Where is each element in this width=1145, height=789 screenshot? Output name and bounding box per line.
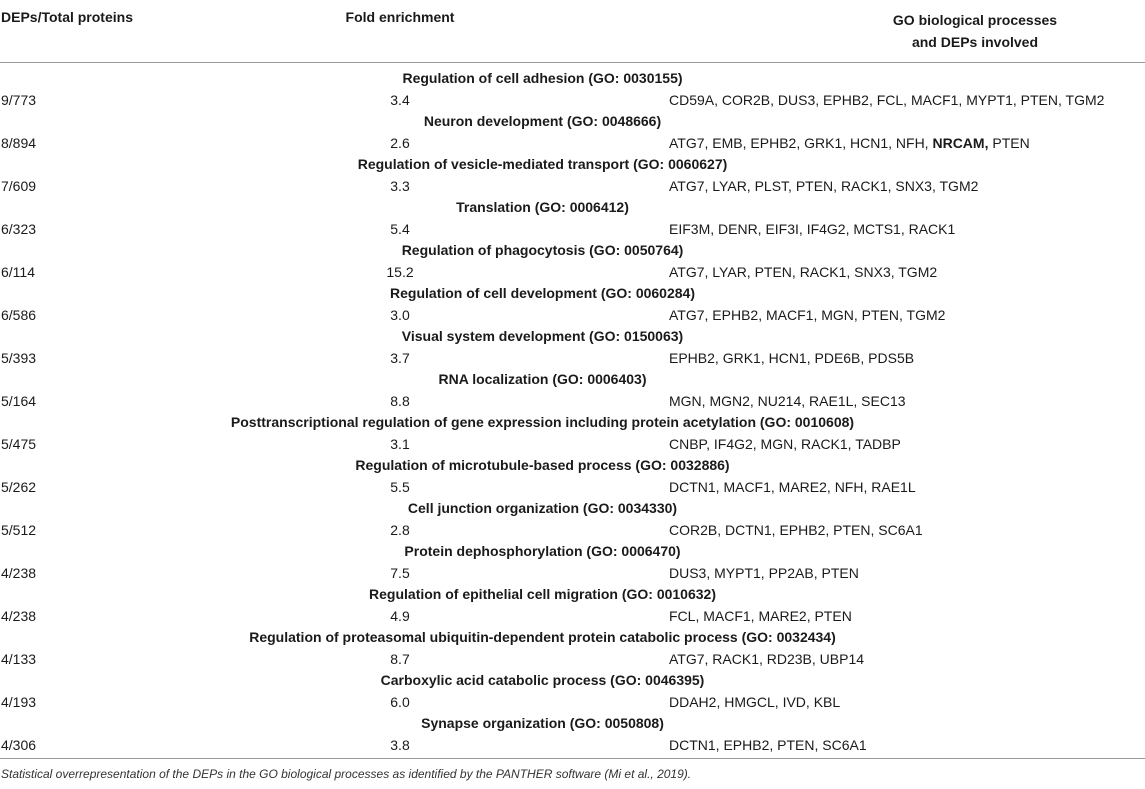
go-process-group [0, 369, 1145, 412]
fold-enrichment-cell: 3.1 [390, 435, 410, 452]
fold-enrichment-cell: 2.6 [390, 134, 410, 151]
fold-enrichment-cell: 3.3 [390, 177, 410, 194]
go-process-group [0, 498, 1145, 541]
header-go-processes [835, 9, 1115, 53]
table-row [0, 133, 1145, 155]
go-process-title-row [0, 541, 1145, 563]
table-row [0, 477, 1145, 499]
proteins-cell [669, 434, 901, 456]
go-process-title: Neuron development (GO: 0048666) [423, 113, 662, 129]
go-process-title-row [0, 240, 1145, 262]
table-row [0, 434, 1145, 456]
table-row [0, 348, 1145, 370]
go-process-title-row [0, 412, 1145, 434]
go-process-group [0, 240, 1145, 283]
deps-total-cell: 4/238 [1, 564, 37, 581]
fold-enrichment-cell: 6.0 [390, 693, 410, 710]
proteins-cell [669, 692, 840, 714]
go-process-group [0, 68, 1145, 111]
deps-total-cell: 8/894 [1, 134, 37, 151]
go-process-group [0, 412, 1145, 455]
table-row [0, 219, 1145, 241]
header-deps-total: DEPs/Total proteins [1, 9, 133, 25]
go-process-title-row [0, 455, 1145, 477]
protein-list: DCTN1, EPHB2, PTEN, SC6A1 [669, 736, 867, 753]
table-body [0, 68, 1145, 756]
deps-total-cell: 4/306 [1, 736, 37, 753]
go-process-title-row [0, 584, 1145, 606]
table-bottom-rule [0, 758, 1145, 759]
table-row [0, 692, 1145, 714]
protein-list: CD59A, COR2B, DUS3, EPHB2, FCL, MACF1, MYPT1, PTEN, TGM2 [669, 91, 1105, 108]
go-process-title: Regulation of cell adhesion (GO: 0030155) [402, 70, 683, 86]
go-process-title: Visual system development (GO: 0150063) [401, 328, 684, 344]
go-process-title-row [0, 498, 1145, 520]
fold-enrichment-cell: 8.7 [390, 650, 410, 667]
fold-enrichment-cell: 3.4 [390, 91, 410, 108]
deps-total-cell: 6/114 [1, 263, 35, 280]
highlighted-protein: NRCAM, [932, 134, 989, 151]
go-process-title: Protein dephosphorylation (GO: 0006470) [404, 543, 681, 559]
deps-total-cell: 6/323 [1, 220, 37, 237]
protein-list: ATG7, EPHB2, MACF1, MGN, PTEN, TGM2 [669, 306, 946, 323]
go-process-title-row [0, 670, 1145, 692]
proteins-cell [669, 90, 1104, 112]
go-process-group [0, 584, 1145, 627]
go-process-group [0, 455, 1145, 498]
deps-total-cell: 5/393 [1, 349, 37, 366]
protein-list: ATG7, LYAR, PTEN, RACK1, SNX3, TGM2 [669, 263, 938, 280]
deps-total-cell: 4/133 [1, 650, 37, 667]
go-process-title-row [0, 68, 1145, 90]
go-process-group [0, 713, 1145, 756]
go-process-title-row [0, 627, 1145, 649]
table-row [0, 563, 1145, 585]
go-process-title-row [0, 283, 1145, 305]
table-footnote: Statistical overrepresentation of the DEPs in the GO biological processes as identified by the PANTHER software (Mi et al., 2019). [1, 767, 692, 781]
go-process-group [0, 197, 1145, 240]
protein-list: ATG7, LYAR, PLST, PTEN, RACK1, SNX3, TGM2 [669, 177, 979, 194]
deps-total-cell: 9/773 [1, 91, 37, 108]
deps-total-cell: 4/238 [1, 607, 37, 624]
header-go-processes-line1: GO biological processes [892, 12, 1058, 28]
table-header [0, 0, 1145, 62]
protein-list: DCTN1, MACF1, MARE2, NFH, RAE1L [669, 478, 916, 495]
proteins-cell [669, 348, 914, 370]
go-process-group [0, 283, 1145, 326]
go-process-title: Cell junction organization (GO: 0034330) [407, 500, 678, 516]
protein-list: DDAH2, HMGCL, IVD, KBL [669, 693, 841, 710]
deps-total-cell: 6/586 [1, 306, 37, 323]
fold-enrichment-cell: 7.5 [390, 564, 410, 581]
protein-list-continued: PTEN [988, 134, 1030, 151]
go-process-title: Regulation of microtubule-based process (GO: 0032886) [355, 457, 730, 473]
go-process-group [0, 670, 1145, 713]
table-row [0, 176, 1145, 198]
go-process-group [0, 541, 1145, 584]
header-fold-enrichment: Fold enrichment [345, 9, 455, 25]
table-row [0, 262, 1145, 284]
proteins-cell [669, 176, 978, 198]
deps-total-cell: 5/475 [1, 435, 37, 452]
protein-list: EPHB2, GRK1, HCN1, PDE6B, PDS5B [669, 349, 915, 366]
fold-enrichment-cell: 15.2 [386, 263, 414, 280]
protein-list: ATG7, RACK1, RD23B, UBP14 [669, 650, 865, 667]
protein-list: DUS3, MYPT1, PP2AB, PTEN [669, 564, 859, 581]
go-process-title: Posttranscriptional regulation of gene expression including protein acetylation (GO: 0010608) [230, 414, 855, 430]
go-process-title: Regulation of phagocytosis (GO: 0050764) [401, 242, 684, 258]
proteins-cell [669, 477, 916, 499]
go-process-title-row [0, 154, 1145, 176]
fold-enrichment-cell: 4.9 [390, 607, 410, 624]
protein-list: MGN, MGN2, NU214, RAE1L, SEC13 [669, 392, 906, 409]
go-process-title-row [0, 713, 1145, 735]
go-process-title-row [0, 197, 1145, 219]
go-process-title: Regulation of proteasomal ubiquitin-dependent protein catabolic process (GO: 0032434) [249, 629, 836, 645]
go-process-title-row [0, 111, 1145, 133]
fold-enrichment-cell: 3.7 [390, 349, 410, 366]
deps-total-cell: 5/164 [1, 392, 37, 409]
table-row [0, 735, 1145, 757]
table-row [0, 520, 1145, 542]
fold-enrichment-cell: 3.8 [390, 736, 410, 753]
protein-list: EIF3M, DENR, EIF3I, IF4G2, MCTS1, RACK1 [669, 220, 956, 237]
go-process-title: RNA localization (GO: 0006403) [438, 371, 647, 387]
go-process-title: Regulation of vesicle-mediated transport (GO: 0060627) [357, 156, 728, 172]
go-process-title-row [0, 326, 1145, 348]
deps-total-cell: 4/193 [1, 693, 37, 710]
table-row [0, 606, 1145, 628]
go-process-title: Translation (GO: 0006412) [456, 199, 629, 215]
proteins-cell [669, 649, 864, 671]
table-row [0, 391, 1145, 413]
proteins-cell [669, 606, 852, 628]
fold-enrichment-cell: 5.4 [390, 220, 410, 237]
go-process-group [0, 154, 1145, 197]
table-row [0, 649, 1145, 671]
protein-list: ATG7, EMB, EPHB2, GRK1, HCN1, NFH, [669, 134, 933, 151]
proteins-cell [669, 262, 937, 284]
proteins-cell [669, 133, 1030, 155]
go-process-group [0, 627, 1145, 670]
table-row [0, 305, 1145, 327]
protein-list: FCL, MACF1, MARE2, PTEN [669, 607, 852, 624]
table-row [0, 90, 1145, 112]
fold-enrichment-cell: 2.8 [390, 521, 410, 538]
fold-enrichment-cell: 5.5 [390, 478, 410, 495]
go-process-title: Synapse organization (GO: 0050808) [421, 715, 664, 731]
deps-total-cell: 5/512 [1, 521, 37, 538]
fold-enrichment-cell: 8.8 [390, 392, 410, 409]
proteins-cell [669, 305, 945, 327]
go-process-title: Carboxylic acid catabolic process (GO: 0046395) [380, 672, 705, 688]
deps-total-cell: 5/262 [1, 478, 37, 495]
deps-total-cell: 7/609 [1, 177, 37, 194]
go-process-title: Regulation of cell development (GO: 0060284) [390, 285, 695, 301]
protein-list: COR2B, DCTN1, EPHB2, PTEN, SC6A1 [669, 521, 923, 538]
go-process-group [0, 111, 1145, 154]
fold-enrichment-cell: 3.0 [390, 306, 410, 323]
go-process-title: Regulation of epithelial cell migration (GO: 0010632) [369, 586, 716, 602]
proteins-cell [669, 563, 859, 585]
header-go-processes-line2: and DEPs involved [911, 34, 1039, 50]
protein-list: CNBP, IF4G2, MGN, RACK1, TADBP [669, 435, 901, 452]
go-process-title-row [0, 369, 1145, 391]
proteins-cell [669, 391, 906, 413]
proteins-cell [669, 735, 867, 757]
header-rule [0, 62, 1145, 63]
proteins-cell [669, 520, 923, 542]
go-process-group [0, 326, 1145, 369]
proteins-cell [669, 219, 955, 241]
